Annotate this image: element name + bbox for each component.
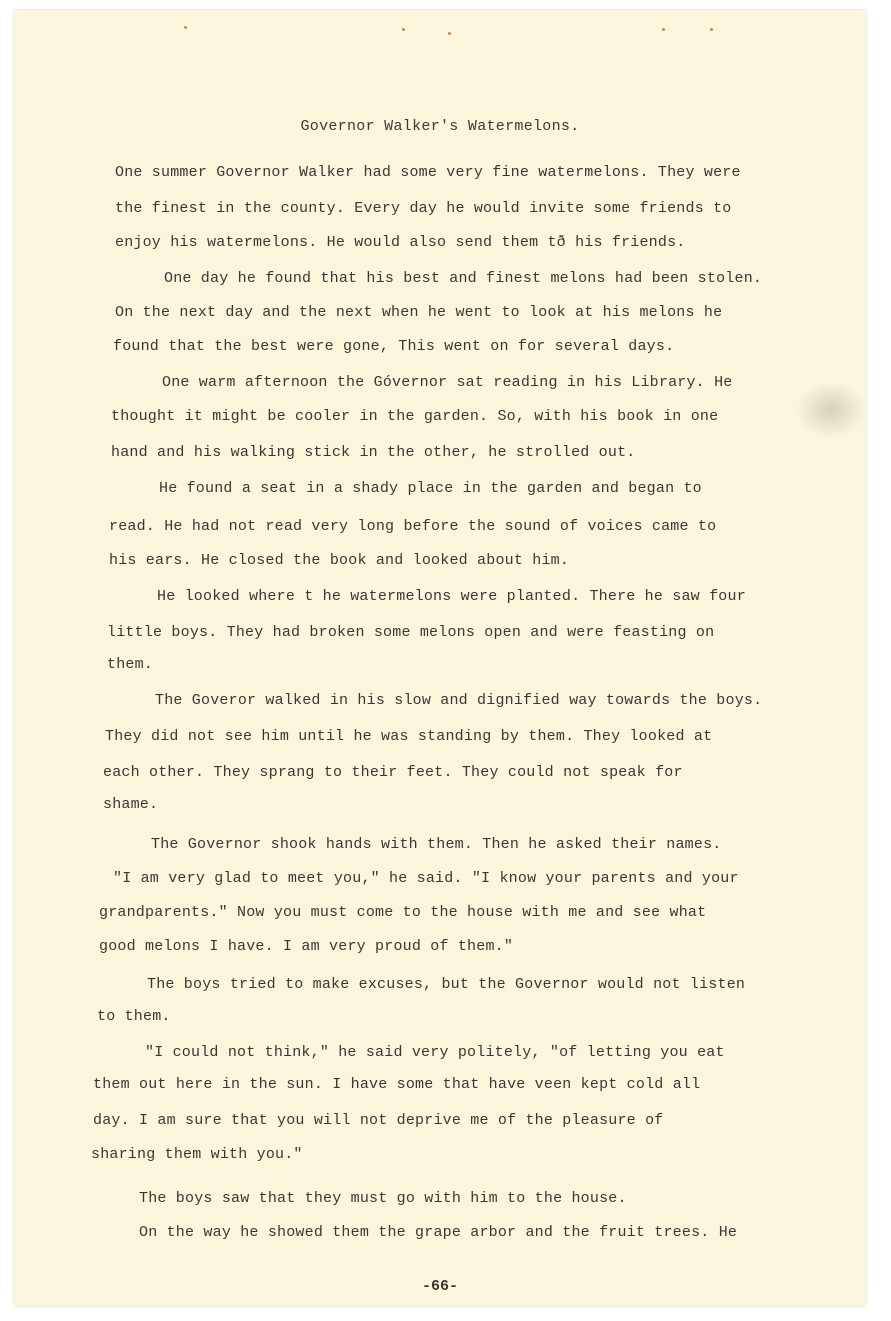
text-line: little boys. They had broken some melons open and were feasting on [107, 624, 715, 641]
text-line: shame. [103, 796, 159, 813]
text-line: them out here in the sun. I have some that have veen kept cold all [93, 1076, 701, 1093]
text-line: read. He had not read very long before the sound of voices came to [109, 518, 717, 535]
text-line: hand and his walking stick in the other, he strolled out. [111, 444, 636, 461]
page-title: Governor Walker's Watermelons. [300, 118, 580, 135]
text-line: found that the best were gone, This went on for several days. [113, 338, 675, 355]
text-line: The boys saw that they must go with him to the house. [139, 1190, 627, 1207]
text-line: them. [107, 656, 154, 673]
text-line: sharing them with you." [91, 1146, 303, 1163]
text-line: One summer Governor Walker had some very fine watermelons. They were [115, 164, 741, 181]
text-line: "I am very glad to meet you," he said. "I know your parents and your [113, 870, 739, 887]
text-line: On the way he showed them the grape arbor and the fruit trees. He [139, 1224, 738, 1241]
text-line: "I could not think," he said very politely, "of letting you eat [145, 1044, 725, 1061]
text-line: One warm afternoon the Góvernor sat reading in his Library. He [162, 374, 733, 391]
paper-speck [710, 28, 713, 31]
text-line: day. I am sure that you will not deprive me of the pleasure of [93, 1112, 664, 1129]
paper-speck [662, 28, 665, 31]
text-line: One day he found that his best and finest melons had been stolen. [164, 270, 763, 287]
paper-speck [184, 26, 187, 29]
text-line: The boys tried to make excuses, but the Governor would not listen [147, 976, 746, 993]
text-line: to them. [97, 1008, 171, 1025]
text-line: The Goveror walked in his slow and dignified way towards the boys. [155, 692, 763, 709]
text-line: They did not see him until he was standing by them. They looked at [105, 728, 713, 745]
text-line: thought it might be cooler in the garden. So, with his book in one [111, 408, 719, 425]
text-line: The Governor shook hands with them. Then he asked their names. [151, 836, 722, 853]
page-number: -66- [421, 1278, 458, 1295]
text-line: grandparents." Now you must come to the house with me and see what [99, 904, 707, 921]
text-line: He found a seat in a shady place in the garden and began to [159, 480, 702, 497]
text-line: the finest in the county. Every day he would invite some friends to [115, 200, 732, 217]
text-line: enjoy his watermelons. He would also send them tð his friends. [115, 234, 686, 251]
paper-speck [402, 28, 405, 31]
text-line: He looked where t he watermelons were planted. There he saw four [157, 588, 746, 605]
text-line: good melons I have. I am very proud of them." [99, 938, 514, 955]
paper-speck [448, 32, 451, 35]
text-line: his ears. He closed the book and looked about him. [109, 552, 570, 569]
text-line: On the next day and the next when he went to look at his melons he [115, 304, 723, 321]
typewritten-page [14, 10, 866, 1306]
text-line: each other. They sprang to their feet. They could not speak for [103, 764, 683, 781]
